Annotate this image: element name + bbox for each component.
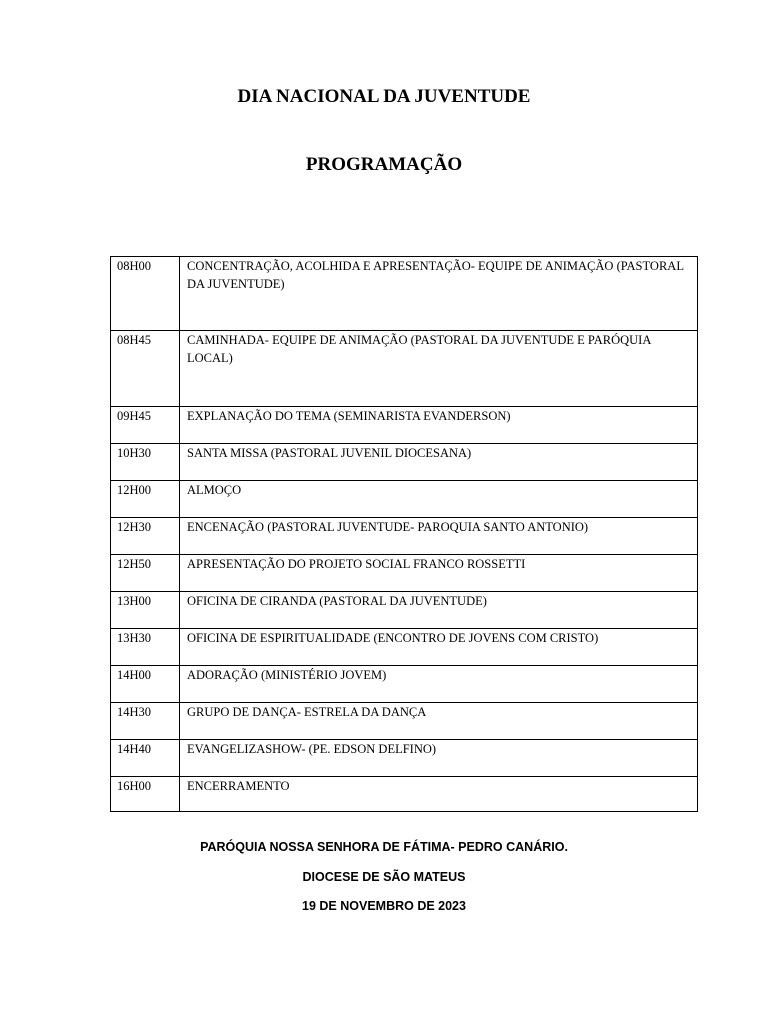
activity-cell: ENCERRAMENTO bbox=[180, 777, 698, 812]
table-row bbox=[111, 331, 698, 407]
page-title: DIA NACIONAL DA JUVENTUDE bbox=[237, 86, 531, 107]
table-row bbox=[111, 592, 698, 629]
time-cell: 08H00 bbox=[111, 257, 180, 331]
schedule-table bbox=[110, 256, 698, 812]
activity-cell: ALMOÇO bbox=[180, 481, 698, 518]
activity-cell: GRUPO DE DANÇA- ESTRELA DA DANÇA bbox=[180, 703, 698, 740]
page-subtitle: PROGRAMAÇÃO bbox=[305, 154, 463, 175]
table-row bbox=[111, 481, 698, 518]
time-cell: 12H30 bbox=[111, 518, 180, 555]
table-row bbox=[111, 257, 698, 331]
activity-cell: CONCENTRAÇÃO, ACOLHIDA E APRESENTAÇÃO- EQUIPE DE ANIMAÇÃO (PASTORAL DA JUVENTUDE) bbox=[180, 257, 698, 331]
time-cell: 13H30 bbox=[111, 629, 180, 666]
activity-cell: SANTA MISSA (PASTORAL JUVENIL DIOCESANA) bbox=[180, 444, 698, 481]
table-row bbox=[111, 777, 698, 812]
time-cell: 10H30 bbox=[111, 444, 180, 481]
activity-cell: OFICINA DE ESPIRITUALIDADE (ENCONTRO DE JOVENS COM CRISTO) bbox=[180, 629, 698, 666]
table-row bbox=[111, 444, 698, 481]
activity-cell: ADORAÇÃO (MINISTÉRIO JOVEM) bbox=[180, 666, 698, 703]
table-row bbox=[111, 407, 698, 444]
activity-cell: EVANGELIZASHOW- (PE. EDSON DELFINO) bbox=[180, 740, 698, 777]
diocese-name: DIOCESE DE SÃO MATEUS bbox=[302, 870, 466, 884]
time-cell: 14H40 bbox=[111, 740, 180, 777]
activity-cell: ENCENAÇÃO (PASTORAL JUVENTUDE- PAROQUIA SANTO ANTONIO) bbox=[180, 518, 698, 555]
table-row bbox=[111, 555, 698, 592]
parish-name: PARÓQUIA NOSSA SENHORA DE FÁTIMA- PEDRO CANÁRIO. bbox=[200, 840, 568, 854]
activity-cell: CAMINHADA- EQUIPE DE ANIMAÇÃO (PASTORAL DA JUVENTUDE E PARÓQUIA LOCAL) bbox=[180, 331, 698, 407]
time-cell: 08H45 bbox=[111, 331, 180, 407]
activity-cell: APRESENTAÇÃO DO PROJETO SOCIAL FRANCO ROSSETTI bbox=[180, 555, 698, 592]
time-cell: 09H45 bbox=[111, 407, 180, 444]
time-cell: 14H00 bbox=[111, 666, 180, 703]
activity-cell: EXPLANAÇÃO DO TEMA (SEMINARISTA EVANDERSON) bbox=[180, 407, 698, 444]
event-date: 19 DE NOVEMBRO DE 2023 bbox=[302, 899, 466, 913]
time-cell: 12H00 bbox=[111, 481, 180, 518]
table-row bbox=[111, 703, 698, 740]
time-cell: 13H00 bbox=[111, 592, 180, 629]
table-row bbox=[111, 666, 698, 703]
time-cell: 16H00 bbox=[111, 777, 180, 812]
activity-cell: OFICINA DE CIRANDA (PASTORAL DA JUVENTUDE) bbox=[180, 592, 698, 629]
time-cell: 12H50 bbox=[111, 555, 180, 592]
table-row bbox=[111, 629, 698, 666]
table-row bbox=[111, 518, 698, 555]
time-cell: 14H30 bbox=[111, 703, 180, 740]
table-row bbox=[111, 740, 698, 777]
